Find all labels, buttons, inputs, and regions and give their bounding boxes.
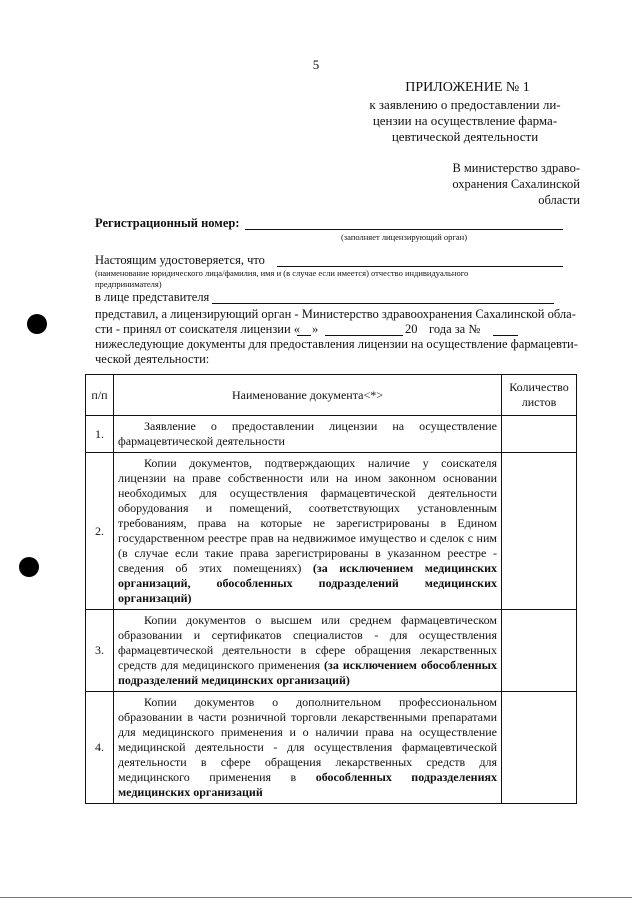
registration-label: Регистрационный номер: [95, 216, 240, 230]
row-num: 1. [86, 416, 114, 453]
table-row [86, 692, 577, 804]
row-count-cell[interactable] [502, 692, 577, 804]
date-month-field[interactable] [325, 335, 403, 336]
body-line-2c: 20 [405, 322, 418, 336]
row-text-plain: Заявление о предоставлении лицензии на осуществление фармацевтической деятельности [118, 419, 497, 448]
row-text [114, 416, 502, 453]
row-text-bold: (за исключением медицинских организаций, обособленных подразделений медицинских организаций) [118, 561, 497, 605]
documents-table [85, 374, 577, 804]
applicant-name-field[interactable] [277, 266, 563, 267]
representative-label: в лице представителя [95, 290, 210, 304]
body-line-2a: сти - принял от соискателя лицензии « [95, 322, 301, 336]
row-text-plain: Копии документов, подтверждающих наличие у соискателя лицензии на праве собственности или на ином законном основании необходимых для осуществления фармацевтической деятельности оборудования и помещений, соответствующих установленным требованиям, права на которые не зарегистрированы в Едином государственном реестре прав на недвижимое имущество и сделок с ним (в случае если такие права зарегистрированы в указанном реестре - сведения об этих помещениях) [118, 456, 497, 575]
table-row [86, 610, 577, 692]
representative-field[interactable] [212, 303, 554, 304]
number-field[interactable] [493, 335, 518, 336]
row-text-bold: (за исключением обособленных подразделений медицинских организаций) [118, 658, 497, 687]
body-line-2d: года за № [429, 322, 481, 336]
table-row [86, 453, 577, 610]
header-count: Количество листов [502, 375, 577, 416]
addressee-line: В министерство здраво- [452, 161, 580, 175]
row-text-bold: обособленных подразделениях медицинских организаций [118, 770, 497, 799]
appendix-subtitle-line: цевтической деятельности [391, 129, 539, 144]
row-count-cell[interactable] [502, 453, 577, 610]
row-num: 2. [86, 453, 114, 610]
row-count-cell[interactable] [502, 416, 577, 453]
row-num: 4. [86, 692, 114, 804]
header-num: п/п [86, 375, 114, 416]
punch-hole [27, 314, 47, 334]
appendix-title: ПРИЛОЖЕНИЕ № 1 [405, 80, 530, 95]
addressee-line: области [538, 193, 580, 207]
appendix-subtitle-line: к заявлению о предоставлении ли- [369, 97, 561, 112]
row-num: 3. [86, 610, 114, 692]
registration-hint: (заполняет лицензирующий орган) [340, 232, 468, 242]
row-text [114, 453, 502, 610]
applicant-hint-line: (наименование юридического лица/фамилия, имя и (в случае если имеется) отчество индивидуального [95, 268, 469, 278]
applicant-hint-line: предпринимателя) [95, 279, 162, 289]
scan-bottom-edge [0, 897, 632, 898]
row-text-plain: Копии документов о дополнительном профессиональном образовании в части розничной торговли лекарственными препаратами для медицинского применения и о наличии права на осуществление медицинской деятельности - для осуществления фармацевтической деятельности в сфере обращения лекарственных средств для медицинского применения в [118, 695, 497, 784]
date-day-field[interactable] [297, 335, 311, 336]
punch-hole [19, 557, 39, 577]
row-text [114, 692, 502, 804]
body-line-1: представил, а лицензирующий орган - Министерство здравоохранения Сахалинской обла- [95, 307, 576, 321]
addressee-line: охранения Сахалинской [452, 177, 580, 191]
body-line-3: нижеследующие документы для предоставления лицензии на осуществление фармацевти- [95, 337, 578, 351]
appendix-subtitle-line: цензии на осуществление фарма- [372, 113, 558, 128]
row-text [114, 610, 502, 692]
table-row [86, 416, 577, 453]
row-text-plain: Копии документов о высшем или среднем фармацевтическом образовании и сертификатов специалистов - для осуществления фармацевтической деятельности в сфере обращения лекарственных средств для медицинского применения [118, 613, 497, 672]
body-line-4: ческой деятельности: [95, 352, 210, 366]
row-count-cell[interactable] [502, 610, 577, 692]
page-number: 5 [312, 57, 320, 72]
appendix-subtitle [345, 97, 585, 145]
table-header-row [86, 375, 577, 416]
body-line-2b: » [312, 322, 319, 336]
registration-number-field[interactable] [245, 229, 563, 230]
certify-line: Настоящим удостоверяется, что [95, 253, 265, 267]
addressee [420, 160, 580, 208]
header-name: Наименование документа<*> [114, 375, 502, 416]
applicant-hint [95, 268, 565, 290]
